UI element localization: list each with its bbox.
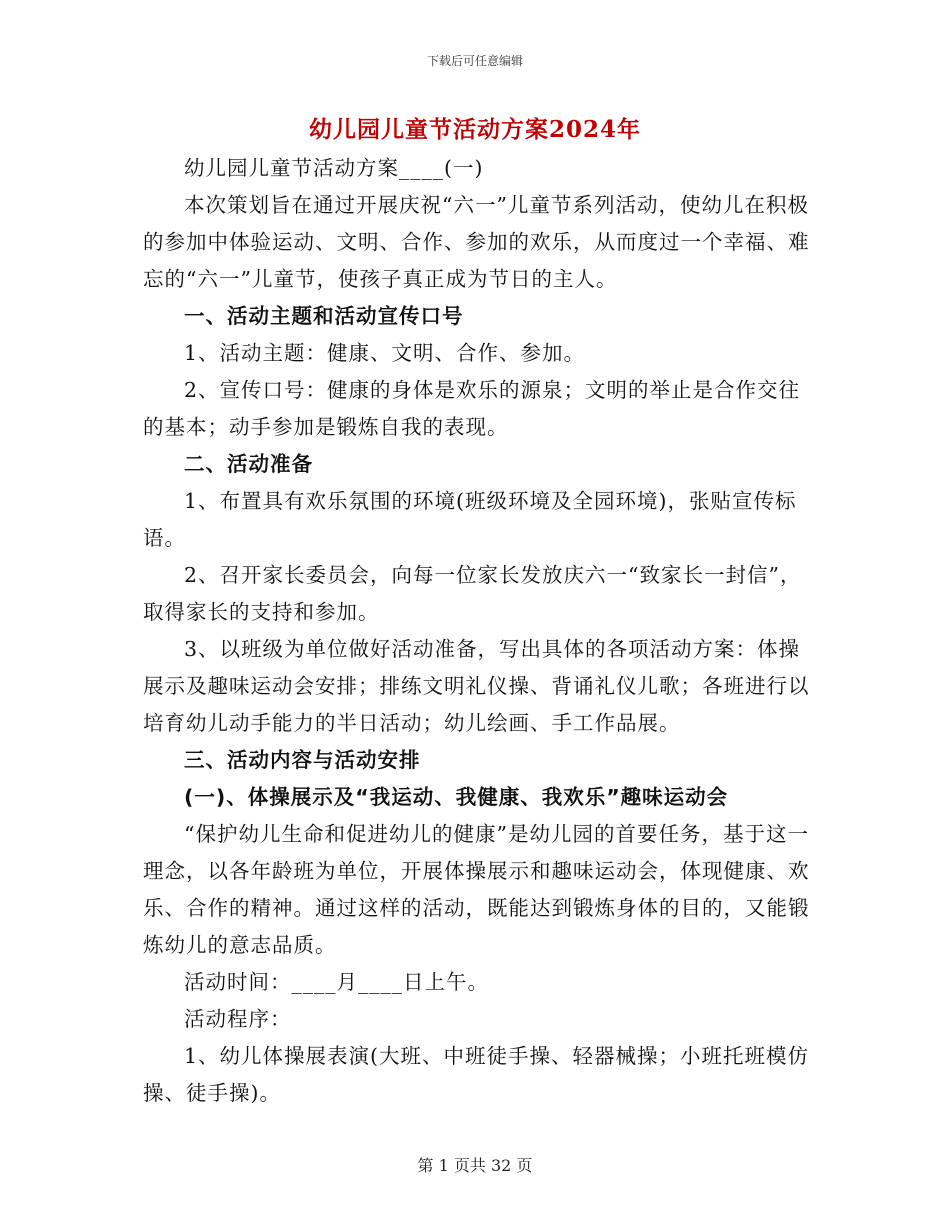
document-body bbox=[143, 150, 813, 1112]
document-title: 幼儿园儿童节活动方案2024年 bbox=[308, 116, 641, 143]
section-heading-theme: 一、活动主题和活动宣传口号 bbox=[184, 304, 464, 328]
subtitle-paragraph: 幼儿园儿童节活动方案____(一) bbox=[184, 156, 484, 180]
preparation-item-1: 1、布置具有欢乐氛围的环境(班级环境及全园环境)，张贴宣传标语。 bbox=[143, 489, 797, 550]
preparation-item-3: 3、以班级为单位做好活动准备，写出具体的各项活动方案：体操展示及趣味运动会安排；排练文明礼仪操、背诵礼仪儿歌；各班进行以培育幼儿动手能力的半日活动；幼儿绘画、手工作品展。 bbox=[143, 637, 810, 735]
section-heading-preparation: 二、活动准备 bbox=[184, 452, 313, 476]
activity-procedure-label: 活动程序： bbox=[184, 1007, 292, 1031]
page-number-footer: 第 1 页共 32 页 bbox=[417, 1156, 533, 1175]
theme-item-2: 2、宣传口号：健康的身体是欢乐的源泉；文明的举止是合作交往的基本；动手参加是锻炼自我的表现。 bbox=[143, 378, 801, 439]
subsection-heading-sports: (一)、体操展示及“我运动、我健康、我欢乐”趣味运动会 bbox=[184, 785, 729, 809]
intro-paragraph: 本次策划旨在通过开展庆祝“六一”儿童节系列活动，使幼儿在积极的参加中体验运动、文明、合作、参加的欢乐，从而度过一个幸福、难忘的“六一”儿童节，使孩子真正成为节日的主人。 bbox=[143, 193, 810, 291]
section-heading-content: 三、活动内容与活动安排 bbox=[184, 748, 421, 772]
preparation-item-2: 2、召开家长委员会，向每一位家长发放庆六一“致家长一封信”，取得家长的支持和参加。 bbox=[143, 563, 802, 624]
sports-description-paragraph: “保护幼儿生命和促进幼儿的健康”是幼儿园的首要任务，基于这一理念，以各年龄班为单位，开展体操展示和趣味运动会，体现健康、欢乐、合作的精神。通过这样的活动，既能达到锻炼身体的目的，又能锻炼幼儿的意志品质。 bbox=[143, 822, 810, 957]
procedure-item-1: 1、幼儿体操展表演(大班、中班徒手操、轻器械操；小班托班模仿操、徒手操)。 bbox=[143, 1044, 810, 1105]
page-header-note: 下载后可任意编辑 bbox=[426, 54, 523, 68]
activity-time-paragraph: 活动时间：____月____日上午。 bbox=[184, 970, 489, 994]
theme-item-1: 1、活动主题：健康、文明、合作、参加。 bbox=[184, 341, 586, 365]
